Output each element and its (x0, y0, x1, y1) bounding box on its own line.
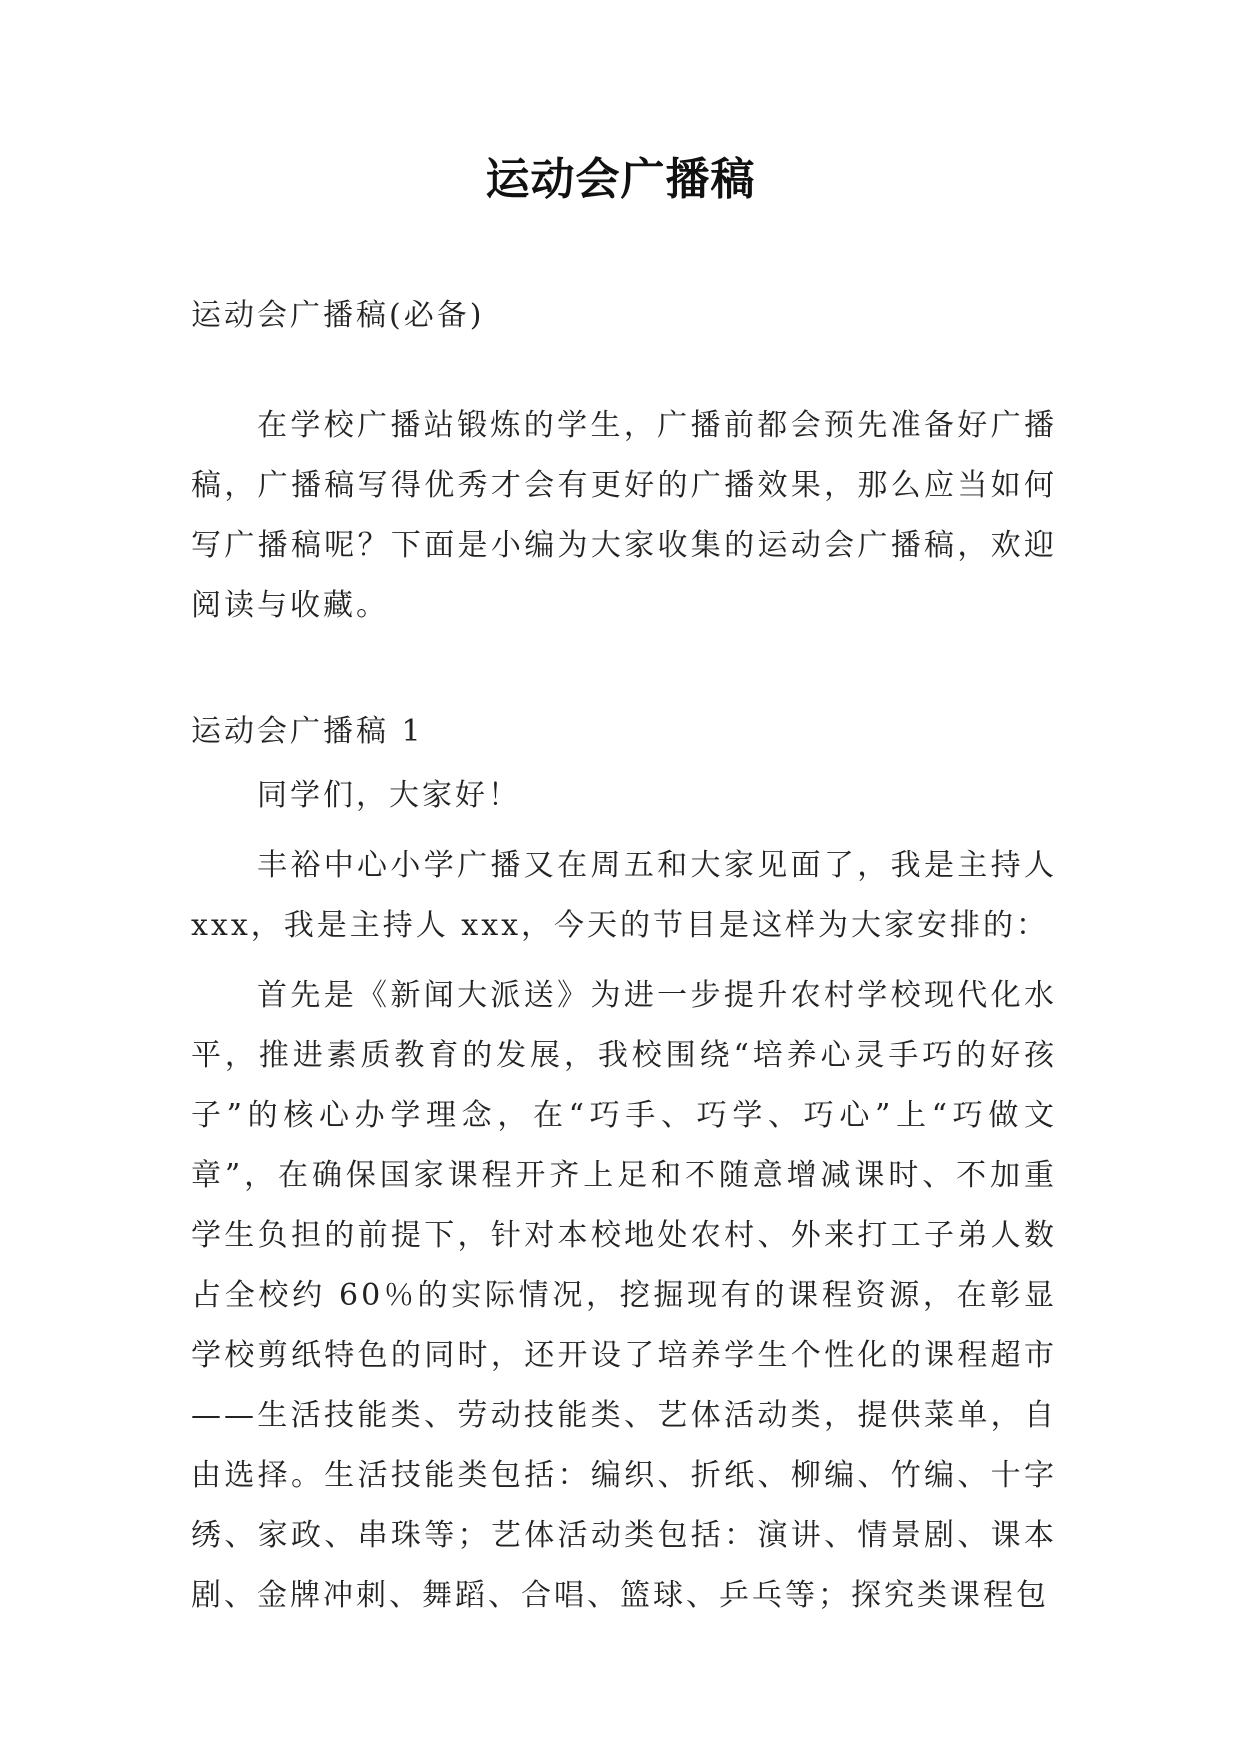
body-paragraph-greeting: 同学们，大家好！ (257, 778, 521, 813)
body-paragraph-host-intro: 丰裕中心小学广播又在周五和大家见面了，我是主持人 xxx，我是主持人 xxx，今天的节目是这样为大家安排的： (191, 848, 1057, 943)
intro-paragraph: 在学校广播站锻炼的学生，广播前都会预先准备好广播稿，广播稿写得优秀才会有更好的广播效果，那么应当如何写广播稿呢？下面是小编为大家收集的运动会广播稿，欢迎阅读与收藏。 (191, 408, 1057, 623)
body-paragraph-news: 首先是《新闻大派送》为进一步提升农村学校现代化水平，推进素质教育的发展，我校围绕“培养心灵手巧的好孩子”的核心办学理念，在“巧手、巧学、巧心”上“巧做文章”，在确保国家课程开齐上足和不随意增减课时、不加重学生负担的前提下，针对本校地处农村、外来打工子弟人数占全校约 60％的实际情况，挖掘现有的课程资源，在彰显学校剪纸特色的同时，还开设了培养学生个性化的课程超市——生活技能类、劳动技能类、艺体活动类，提供菜单，自由选择。生活技能类包括：编织、折纸、柳编、竹编、十字绣、家政、串珠等；艺体活动类包括：演讲、情景剧、课本剧、金牌冲刺、舞蹈、合唱、篮球、乒乓等；探究类课程包 (191, 978, 1057, 1613)
document-subtitle: 运动会广播稿(必备) (191, 298, 485, 333)
document-title: 运动会广播稿 (485, 154, 756, 205)
section-heading: 运动会广播稿 1 (191, 714, 424, 749)
document-body (191, 292, 1057, 1626)
